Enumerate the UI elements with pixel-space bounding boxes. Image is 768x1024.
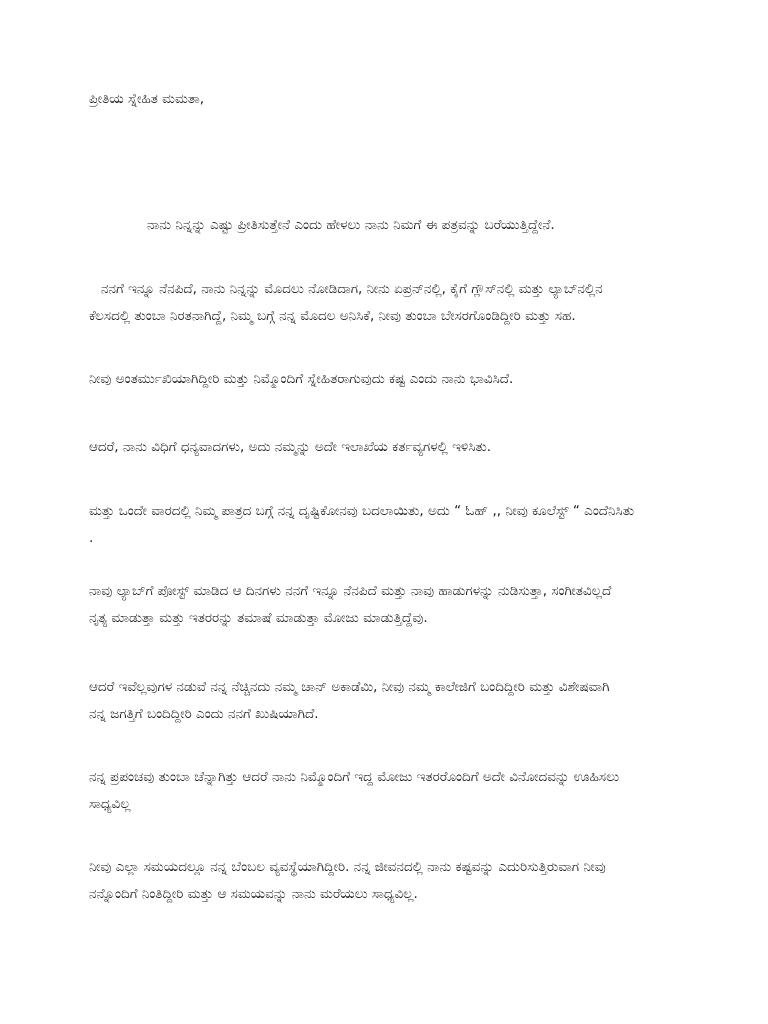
paragraph-8 <box>89 854 679 908</box>
paragraph-2 <box>89 366 679 393</box>
intro-line: ನಾನು ನಿನ್ನನ್ನು ಎಷ್ಟು ಪ್ರೀತಿಸುತ್ತೇನೆ ಎಂದು ಹೇಳಲು ನಾನು ನಿಮಗೆ ಈ ಪತ್ರವನ್ನು ಬರೆಯುತ್ತಿದ್ದೇನೆ. <box>147 217 555 233</box>
paragraph-line: ನನಗೆ ಇನ್ನೂ ನೆನಪಿದೆ, ನಾನು ನಿನ್ನನ್ನು ಮೊದಲು ನೋಡಿದಾಗ, ನೀನು ಏಪ್ರನ್‌ನಲ್ಲಿ, ಕೈಗೆ ಗ್ಲೌಸ್‌ನಲ್ಲಿ ಮತ್ತು ಲ್ಯಾಬ್‌ನಲ್ಲಿನ <box>101 281 603 297</box>
paragraph-7 <box>89 764 679 818</box>
paragraph-line: ನೀವು ಅಂತರ್ಮುಖಿಯಾಗಿದ್ದೀರಿ ಮತ್ತು ನಿಮ್ಮೊಂದಿಗೆ ಸ್ನೇಹಿತರಾಗುವುದು ಕಷ್ಟ ಎಂದು ನಾನು ಭಾವಿಸಿದೆ. <box>89 371 514 387</box>
paragraph-line: . <box>89 530 94 546</box>
paragraph-line: ಆದರೆ ಇವೆಲ್ಲವುಗಳ ನಡುವೆ ನನ್ನ ನೆಚ್ಚಿನದು ನಮ್ಮ ಚಾನ್ ಅಕಾಡೆಮಿ, ನೀವು ನಮ್ಮ ಕಾಲೇಜಿಗೆ ಬಂದಿದ್ದೀರಿ ಮತ್ತು ವಿಶೇಷವಾಗಿ <box>89 679 610 695</box>
paragraph-line: ಮತ್ತು ಒಂದೇ ವಾರದಲ್ಲಿ ನಿಮ್ಮ ಪಾತ್ರದ ಬಗ್ಗೆ ನನ್ನ ದೃಷ್ಟಿಕೋನವು ಬದಲಾಯಿತು, ಅದು “ ಓಹ್ ,, ನೀವು ಕೂಲೆಸ್ಟ್ “ ಎಂದೆನಿಸಿತು <box>89 503 635 519</box>
paragraph-3 <box>89 434 679 461</box>
salutation: ಪ್ರೀತಿಯ ಸ್ನೇಹಿತ ಮಮತಾ, <box>89 91 205 107</box>
paragraph-line: ನನ್ನ ಜಗತ್ತಿಗೆ ಬಂದಿದ್ದೀರಿ ಎಂದು ನನಗೆ ಖುಷಿಯಾಗಿದೆ. <box>89 706 319 722</box>
paragraph-line: ನಾವು ಲ್ಯಾಬ್‌ಗೆ ಪೋಸ್ಟ್ ಮಾಡಿದ ಆ ದಿನಗಳು ನನಗೆ ಇನ್ನೂ ನೆನಪಿದೆ ಮತ್ತು ನಾವು ಹಾಡುಗಳನ್ನು ನುಡಿಸುತ್ತಾ, ಸಂಗೀತವಿಲ್ಲದೆ <box>89 583 612 599</box>
paragraph-line: ಕೆಲಸದಲ್ಲಿ ತುಂಬಾ ನಿರತನಾಗಿದ್ದೆ, ನಿಮ್ಮ ಬಗ್ಗೆ ನನ್ನ ಮೊದಲ ಅನಿಸಿಕೆ, ನೀವು ತುಂಬಾ ಬೇಸರಗೊಂಡಿದ್ದೀರಿ ಮತ್ತು ಸಹ. <box>89 308 576 324</box>
paragraph-5 <box>89 578 679 632</box>
paragraph-line: ನೀವು ಎಲ್ಲಾ ಸಮಯದಲ್ಲೂ ನನ್ನ ಬೆಂಬಲ ವ್ಯವಸ್ಥೆಯಾಗಿದ್ದೀರಿ. ನನ್ನ ಜೀವನದಲ್ಲಿ ನಾನು ಕಷ್ಟವನ್ನು ಎದುರಿಸುತ್ತಿರುವಾಗ ನೀವು <box>89 859 606 875</box>
paragraph-line: ನೃತ್ಯ ಮಾಡುತ್ತಾ ಮತ್ತು ಇತರರನ್ನು ತಮಾಷೆ ಮಾಡುತ್ತಾ ಮೋಜು ಮಾಡುತ್ತಿದ್ದೆವು. <box>89 610 428 626</box>
paragraph-line: ಸಾಧ್ಯವಿಲ್ಲ <box>89 796 131 812</box>
paragraph-4 <box>89 498 679 552</box>
paragraph-1 <box>89 276 679 330</box>
paragraph-line: ಆದರೆ, ನಾನು ವಿಧಿಗೆ ಧನ್ಯವಾದಗಳು, ಅದು ನಮ್ಮನ್ನು ಅದೇ ಇಲಾಖೆಯ ಕರ್ತವ್ಯಗಳಲ್ಲಿ ಇಳಿಸಿತು. <box>89 439 492 455</box>
paragraph-6 <box>89 674 679 728</box>
paragraph-line: ನನ್ನೊಂದಿಗೆ ನಿಂತಿದ್ದೀರಿ ಮತ್ತು ಆ ಸಮಯವನ್ನು ನಾನು ಮರೆಯಲು ಸಾಧ್ಯವಿಲ್ಲ. <box>89 886 418 902</box>
paragraph-line: ನನ್ನ ಪ್ರಪಂಚವು ತುಂಬಾ ಚೆನ್ನಾಗಿತ್ತು ಆದರೆ ನಾನು ನಿಮ್ಮೊಂದಿಗೆ ಇದ್ದ ಮೋಜು ಇತರರೊಂದಿಗೆ ಅದೇ ವಿನೋದವನ್ನು ಊಹಿಸಲು <box>89 769 620 785</box>
